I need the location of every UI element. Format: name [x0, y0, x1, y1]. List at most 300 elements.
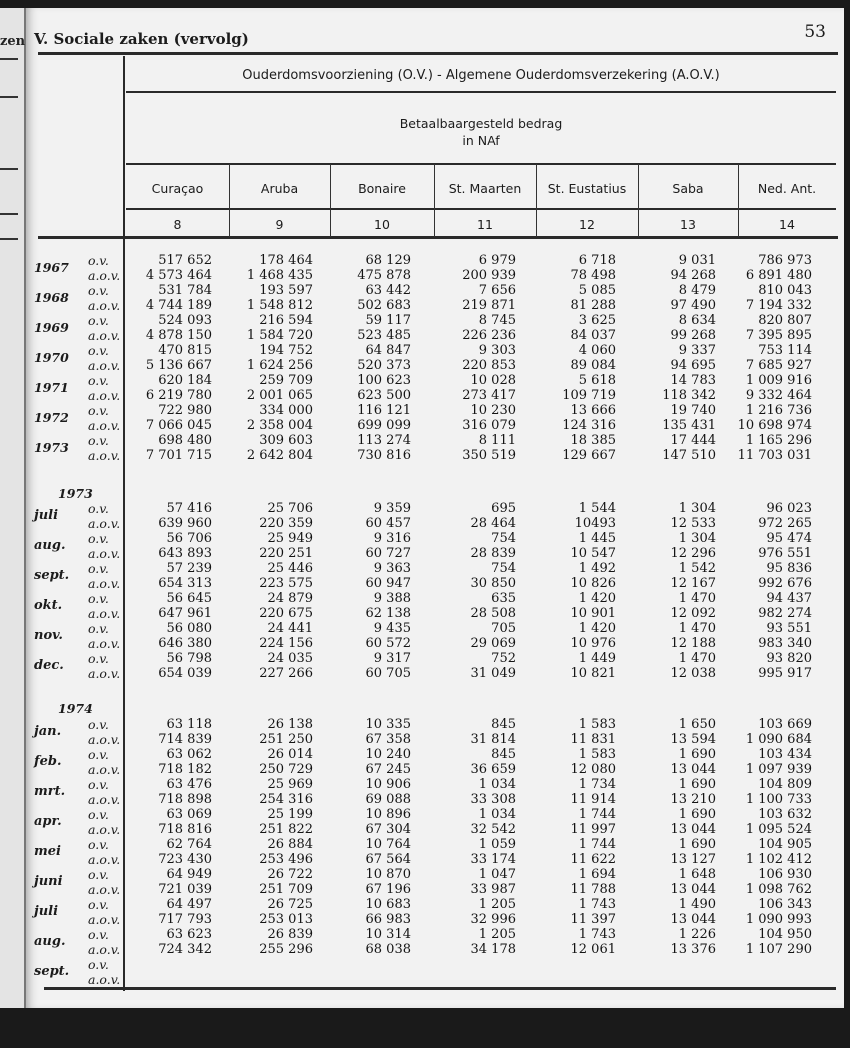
table-cell: 19 740 — [670, 403, 716, 418]
table-cell: 639 960 — [158, 516, 212, 531]
table-cell: 193 597 — [259, 283, 313, 298]
table-cell: 8 745 — [478, 313, 516, 328]
table-cell: 106 343 — [758, 897, 812, 912]
table-cell: 26 725 — [267, 897, 313, 912]
table-cell: 99 268 — [670, 328, 716, 343]
table-cell: 1 100 733 — [745, 792, 812, 807]
table-cell: 95 836 — [766, 561, 812, 576]
table-cell: 520 373 — [357, 358, 411, 373]
table-cell: 1 690 — [678, 807, 716, 822]
column-header: Bonaire — [358, 181, 406, 196]
row-kind-label: a.o.v. — [88, 666, 121, 681]
table-cell: 10 826 — [570, 576, 616, 591]
facing-page-rule — [0, 238, 18, 240]
column-number: 11 — [477, 217, 493, 232]
table-cell: 1 583 — [578, 717, 616, 732]
table-cell: 33 308 — [470, 792, 516, 807]
table-cell: 11 622 — [570, 852, 616, 867]
table-cell: 59 117 — [365, 313, 411, 328]
table-cell: 273 417 — [462, 388, 516, 403]
row-kind-label: o.v. — [88, 501, 109, 516]
row-kind-label: a.o.v. — [88, 882, 121, 897]
table-cell: 12 533 — [670, 516, 716, 531]
table-cell: 93 820 — [766, 651, 812, 666]
table-cell: 104 809 — [758, 777, 812, 792]
table-cell: 723 430 — [158, 852, 212, 867]
table-cell: 976 551 — [758, 546, 812, 561]
page-number: 53 — [804, 22, 826, 42]
table-cell: 1 690 — [678, 837, 716, 852]
table-cell: 9 031 — [678, 253, 716, 268]
table-cell: 255 296 — [259, 942, 313, 957]
table-cell: 695 — [491, 501, 516, 516]
table-cell: 11 997 — [570, 822, 616, 837]
table-cell: 67 304 — [365, 822, 411, 837]
table-cell: 1 090 684 — [745, 732, 812, 747]
month-label: nov. — [34, 628, 63, 643]
table-cell: 12 167 — [670, 576, 716, 591]
table-cell: 5 618 — [578, 373, 616, 388]
table-cell: 1 216 736 — [745, 403, 812, 418]
table-cell: 103 434 — [758, 747, 812, 762]
table-cell: 350 519 — [462, 448, 516, 463]
table-cell: 17 444 — [670, 433, 716, 448]
table-cell: 26 014 — [267, 747, 313, 762]
table-cell: 9 303 — [478, 343, 516, 358]
table-cell: 18 385 — [570, 433, 616, 448]
row-kind-label: a.o.v. — [88, 822, 121, 837]
table-cell: 29 069 — [470, 636, 516, 651]
table-cell: 251 709 — [259, 882, 313, 897]
table-cell: 1 165 296 — [745, 433, 812, 448]
table-cell: 94 437 — [766, 591, 812, 606]
table-cell: 63 623 — [166, 927, 212, 942]
table-cell: 10 314 — [365, 927, 411, 942]
table-cell: 1 490 — [678, 897, 716, 912]
table-cell: 68 038 — [365, 942, 411, 957]
table-cell: 2 358 004 — [246, 418, 313, 433]
table-cell: 1 034 — [478, 807, 516, 822]
table-cell: 24 879 — [267, 591, 313, 606]
row-kind-label: o.v. — [88, 867, 109, 882]
table-cell: 7 685 927 — [745, 358, 812, 373]
table-cell: 699 099 — [357, 418, 411, 433]
table-cell: 12 061 — [570, 942, 616, 957]
month-label: dec. — [34, 658, 64, 673]
column-number: 14 — [779, 217, 795, 232]
table-cell: 7 656 — [478, 283, 516, 298]
table-cell: 200 939 — [462, 268, 516, 283]
table-cell: 1 059 — [478, 837, 516, 852]
table-cell: 219 871 — [462, 298, 516, 313]
table-cell: 1 624 256 — [246, 358, 313, 373]
table-cell: 714 839 — [158, 732, 212, 747]
table-cell — [702, 957, 812, 972]
table-cell: 10 764 — [365, 837, 411, 852]
month-label: okt. — [34, 598, 63, 613]
table-cell: 1 304 — [678, 531, 716, 546]
table-cell: 5 085 — [578, 283, 616, 298]
block-year-label: 1974 — [58, 701, 93, 716]
table-bottom-rule — [44, 987, 836, 990]
table-cell: 220 359 — [259, 516, 313, 531]
table-cell: 13 666 — [570, 403, 616, 418]
row-kind-label: a.o.v. — [88, 636, 121, 651]
table-cell: 69 088 — [365, 792, 411, 807]
table-cell — [702, 972, 812, 987]
table-cell: 226 236 — [462, 328, 516, 343]
table-cell: 223 575 — [259, 576, 313, 591]
month-label: sept. — [34, 964, 70, 979]
row-kind-label: a.o.v. — [88, 852, 121, 867]
table-cell: 100 623 — [357, 373, 411, 388]
table-cell: 103 632 — [758, 807, 812, 822]
column-divider — [536, 164, 537, 237]
table-cell: 13 210 — [670, 792, 716, 807]
table-cell: 66 983 — [365, 912, 411, 927]
table-cell: 4 060 — [578, 343, 616, 358]
table-cell: 26 138 — [267, 717, 313, 732]
column-divider — [330, 164, 331, 237]
table-cell: 1 449 — [578, 651, 616, 666]
table-cell: 10 240 — [365, 747, 411, 762]
table-cell: 194 752 — [259, 343, 313, 358]
table-cell: 646 380 — [158, 636, 212, 651]
table-sub-header — [126, 115, 836, 149]
table-cell: 992 676 — [758, 576, 812, 591]
facing-page-rule — [0, 96, 18, 98]
table-cell: 14 783 — [670, 373, 716, 388]
table-cell: 124 316 — [562, 418, 616, 433]
table-cell: 220 675 — [259, 606, 313, 621]
table-cell: 103 669 — [758, 717, 812, 732]
table-cell: 845 — [491, 717, 516, 732]
table-top-rule — [38, 52, 838, 55]
table-cell: 12 080 — [570, 762, 616, 777]
period-label: 1967 — [34, 260, 69, 275]
table-cell: 57 239 — [166, 561, 212, 576]
table-cell: 1 009 916 — [745, 373, 812, 388]
table-cell: 1 744 — [578, 837, 616, 852]
table-cell: 116 121 — [357, 403, 411, 418]
table-cell: 752 — [491, 651, 516, 666]
row-kind-label: a.o.v. — [88, 358, 121, 373]
row-kind-label: a.o.v. — [88, 448, 121, 463]
column-divider — [229, 164, 230, 237]
row-kind-label: o.v. — [88, 927, 109, 942]
table-cell: 251 250 — [259, 732, 313, 747]
table-cell: 251 822 — [259, 822, 313, 837]
table-cell: 178 464 — [259, 253, 313, 268]
row-kind-label: a.o.v. — [88, 546, 121, 561]
table-cell: 28 508 — [470, 606, 516, 621]
table-cell: 983 340 — [758, 636, 812, 651]
table-cell: 220 251 — [259, 546, 313, 561]
row-kind-label: o.v. — [88, 897, 109, 912]
table-cell: 216 594 — [259, 313, 313, 328]
table-cell — [606, 972, 716, 987]
table-cell: 654 039 — [158, 666, 212, 681]
table-cell: 10 230 — [470, 403, 516, 418]
table-cell: 721 039 — [158, 882, 212, 897]
row-kind-label: o.v. — [88, 373, 109, 388]
column-divider — [434, 164, 435, 237]
header-bottom-rule — [38, 236, 838, 239]
table-cell: 2 001 065 — [246, 388, 313, 403]
table-cell: 9 316 — [373, 531, 411, 546]
section-title: V. Sociale zaken (vervolg) — [34, 30, 249, 48]
table-cell: 754 — [491, 561, 516, 576]
table-cell: 635 — [491, 591, 516, 606]
table-cell: 753 114 — [758, 343, 812, 358]
table-cell: 1 584 720 — [246, 328, 313, 343]
row-kind-label: a.o.v. — [88, 762, 121, 777]
table-cell: 60 705 — [365, 666, 411, 681]
table-cell: 1 542 — [678, 561, 716, 576]
table-cell: 1 090 993 — [745, 912, 812, 927]
period-label: 1969 — [34, 320, 69, 335]
table-cell: 104 905 — [758, 837, 812, 852]
table-cell: 89 084 — [570, 358, 616, 373]
table-cell — [406, 957, 516, 972]
month-label: juli — [34, 508, 59, 523]
column-header: St. Eustatius — [547, 181, 627, 196]
table-cell: 475 878 — [357, 268, 411, 283]
table-cell: 9 388 — [373, 591, 411, 606]
table-cell — [506, 957, 616, 972]
table-cell: 1 420 — [578, 591, 616, 606]
column-header: Ned. Ant. — [757, 181, 817, 196]
table-cell: 1 097 939 — [745, 762, 812, 777]
table-cell: 1 468 435 — [246, 268, 313, 283]
table-cell: 517 652 — [158, 253, 212, 268]
table-cell: 31 049 — [470, 666, 516, 681]
table-cell: 786 973 — [758, 253, 812, 268]
month-label: juli — [34, 904, 59, 919]
table-cell: 63 476 — [166, 777, 212, 792]
table-cell: 724 342 — [158, 942, 212, 957]
table-cell: 1 690 — [678, 777, 716, 792]
table-cell: 820 807 — [758, 313, 812, 328]
table-cell: 1 102 412 — [745, 852, 812, 867]
table-cell: 9 337 — [678, 343, 716, 358]
table-cell: 11 703 031 — [737, 448, 812, 463]
month-label: apr. — [34, 814, 62, 829]
facing-page-fragment: zen — [0, 34, 26, 49]
table-cell: 7 395 895 — [745, 328, 812, 343]
table-cell: 5 136 667 — [145, 358, 212, 373]
table-cell: 13 594 — [670, 732, 716, 747]
table-cell: 10 683 — [365, 897, 411, 912]
table-cell: 81 288 — [570, 298, 616, 313]
table-cell: 253 013 — [259, 912, 313, 927]
table-cell: 56 706 — [166, 531, 212, 546]
row-kind-label: o.v. — [88, 313, 109, 328]
table-cell: 1 694 — [578, 867, 616, 882]
row-kind-label: o.v. — [88, 433, 109, 448]
table-cell: 1 492 — [578, 561, 616, 576]
month-label: juni — [34, 874, 63, 889]
table-cell: 97 490 — [670, 298, 716, 313]
table-cell: 25 949 — [267, 531, 313, 546]
table-cell: 718 898 — [158, 792, 212, 807]
table-cell: 63 442 — [365, 283, 411, 298]
table-cell — [203, 957, 313, 972]
table-cell: 10 906 — [365, 777, 411, 792]
table-cell: 10 335 — [365, 717, 411, 732]
column-number: 12 — [579, 217, 595, 232]
table-cell: 10 870 — [365, 867, 411, 882]
period-label: 1973 — [34, 440, 69, 455]
row-kind-label: a.o.v. — [88, 418, 121, 433]
table-cell: 1 205 — [478, 897, 516, 912]
row-kind-label: a.o.v. — [88, 606, 121, 621]
table-cell — [406, 972, 516, 987]
table-cell — [606, 957, 716, 972]
table-cell: 33 987 — [470, 882, 516, 897]
table-cell: 1 098 762 — [745, 882, 812, 897]
table-cell: 4 573 464 — [145, 268, 212, 283]
header-rule — [126, 208, 836, 210]
month-label: mei — [34, 844, 61, 859]
row-kind-label: o.v. — [88, 651, 109, 666]
table-cell: 62 138 — [365, 606, 411, 621]
table-cell: 9 332 464 — [745, 388, 812, 403]
row-kind-label: o.v. — [88, 343, 109, 358]
table-cell: 12 296 — [670, 546, 716, 561]
sub-header-line1: Betaalbaargesteld bedrag — [399, 116, 563, 131]
table-cell: 64 847 — [365, 343, 411, 358]
table-cell: 25 199 — [267, 807, 313, 822]
table-cell: 227 266 — [259, 666, 313, 681]
table-cell: 698 480 — [158, 433, 212, 448]
row-kind-label: o.v. — [88, 717, 109, 732]
document-page — [26, 8, 844, 1008]
table-cell: 524 093 — [158, 313, 212, 328]
table-cell: 845 — [491, 747, 516, 762]
period-label: 1971 — [34, 380, 69, 395]
table-cell: 78 498 — [570, 268, 616, 283]
table-cell — [301, 972, 411, 987]
table-cell: 67 358 — [365, 732, 411, 747]
table-cell: 8 111 — [478, 433, 516, 448]
table-cell: 470 815 — [158, 343, 212, 358]
table-cell: 12 188 — [670, 636, 716, 651]
table-cell: 9 435 — [373, 621, 411, 636]
table-cell: 9 359 — [373, 501, 411, 516]
table-cell: 60 727 — [365, 546, 411, 561]
table-cell: 63 118 — [166, 717, 212, 732]
table-cell: 147 510 — [662, 448, 716, 463]
row-kind-label: o.v. — [88, 253, 109, 268]
table-cell: 10493 — [574, 516, 616, 531]
table-cell: 11 914 — [570, 792, 616, 807]
month-label: aug. — [34, 538, 66, 553]
table-cell: 32 542 — [470, 822, 516, 837]
table-cell: 309 603 — [259, 433, 313, 448]
table-cell: 4 878 150 — [145, 328, 212, 343]
table-cell: 9 363 — [373, 561, 411, 576]
table-cell: 13 127 — [670, 852, 716, 867]
table-cell: 24 035 — [267, 651, 313, 666]
sub-header-line2: in NAf — [462, 133, 500, 148]
table-cell: 67 245 — [365, 762, 411, 777]
table-cell: 13 044 — [670, 762, 716, 777]
table-cell: 1 743 — [578, 927, 616, 942]
table-cell: 33 174 — [470, 852, 516, 867]
table-cell: 25 446 — [267, 561, 313, 576]
table-cell — [102, 957, 212, 972]
column-header: Curaçao — [151, 181, 204, 196]
table-cell: 6 979 — [478, 253, 516, 268]
period-label: 1970 — [34, 350, 69, 365]
table-cell: 57 416 — [166, 501, 212, 516]
table-cell: 8 479 — [678, 283, 716, 298]
table-cell: 56 798 — [166, 651, 212, 666]
table-cell: 1 743 — [578, 897, 616, 912]
table-cell: 60 947 — [365, 576, 411, 591]
table-cell: 995 917 — [758, 666, 812, 681]
table-cell: 1 095 524 — [745, 822, 812, 837]
table-cell: 62 764 — [166, 837, 212, 852]
table-cell: 13 376 — [670, 942, 716, 957]
table-cell: 13 044 — [670, 882, 716, 897]
table-cell: 11 788 — [570, 882, 616, 897]
table-cell: 36 659 — [470, 762, 516, 777]
table-cell: 1 420 — [578, 621, 616, 636]
table-cell: 25 969 — [267, 777, 313, 792]
table-cell: 6 219 780 — [145, 388, 212, 403]
table-cell: 95 474 — [766, 531, 812, 546]
table-cell: 67 564 — [365, 852, 411, 867]
row-kind-label: a.o.v. — [88, 912, 121, 927]
facing-page-rule — [0, 168, 18, 170]
table-cell: 31 814 — [470, 732, 516, 747]
table-cell: 7 066 045 — [145, 418, 212, 433]
column-divider — [738, 164, 739, 237]
table-cell: 10 901 — [570, 606, 616, 621]
table-cell: 10 547 — [570, 546, 616, 561]
table-cell: 250 729 — [259, 762, 313, 777]
table-cell: 334 000 — [259, 403, 313, 418]
table-cell: 224 156 — [259, 636, 313, 651]
table-cell: 1 470 — [678, 621, 716, 636]
table-cell: 11 397 — [570, 912, 616, 927]
table-cell: 129 667 — [562, 448, 616, 463]
table-cell: 60 572 — [365, 636, 411, 651]
table-cell: 1 548 812 — [246, 298, 313, 313]
table-cell: 316 079 — [462, 418, 516, 433]
table-cell: 1 226 — [678, 927, 716, 942]
table-cell: 722 980 — [158, 403, 212, 418]
table-cell: 259 709 — [259, 373, 313, 388]
table-cell: 26 884 — [267, 837, 313, 852]
table-cell: 94 695 — [670, 358, 716, 373]
table-cell: 254 316 — [259, 792, 313, 807]
table-cell: 531 784 — [158, 283, 212, 298]
row-kind-label: a.o.v. — [88, 298, 121, 313]
table-cell: 135 431 — [662, 418, 716, 433]
table-cell: 10 821 — [570, 666, 616, 681]
table-cell: 810 043 — [758, 283, 812, 298]
table-cell: 10 896 — [365, 807, 411, 822]
table-cell: 68 129 — [365, 253, 411, 268]
header-rule — [126, 91, 836, 93]
row-kind-label: o.v. — [88, 561, 109, 576]
table-cell — [102, 972, 212, 987]
table-cell: 982 274 — [758, 606, 812, 621]
table-cell: 7 701 715 — [145, 448, 212, 463]
